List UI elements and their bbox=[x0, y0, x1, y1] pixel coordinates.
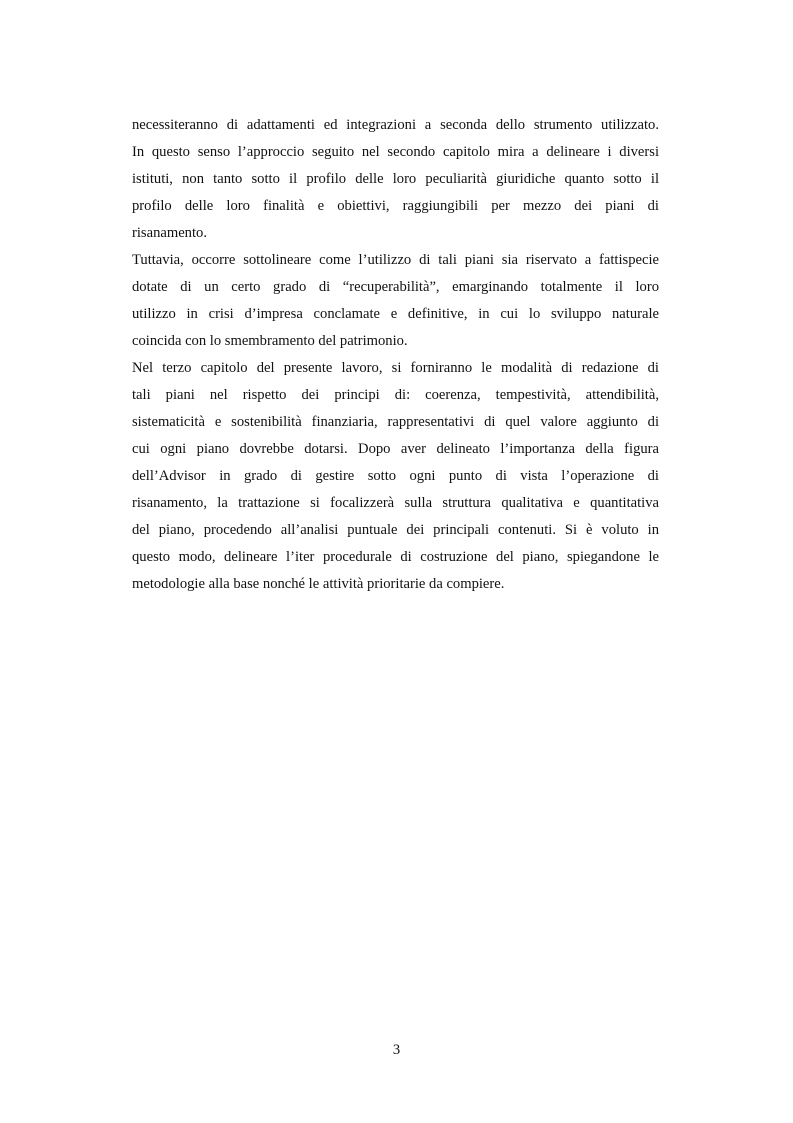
paragraph bbox=[132, 112, 659, 139]
text-line: In questo senso l’approccio seguito nel secondo capitolo mira a delineare i diversi bbox=[132, 144, 659, 160]
text-line: utilizzo in crisi d’impresa conclamate e definitive, in cui lo sviluppo naturale bbox=[132, 306, 659, 322]
paragraph bbox=[132, 247, 659, 355]
text-line: necessiteranno di adattamenti ed integrazioni a seconda dello strumento utilizzato. bbox=[132, 117, 659, 133]
text-line: sistematicità e sostenibilità finanziaria, rappresentativi di quel valore aggiunto di bbox=[132, 414, 659, 430]
text-line: Tuttavia, occorre sottolineare come l’utilizzo di tali piani sia riservato a fattispecie bbox=[132, 252, 659, 268]
body-text bbox=[132, 112, 659, 598]
text-line: tali piani nel rispetto dei principi di: coerenza, tempestività, attendibilità, bbox=[132, 387, 659, 403]
text-line: metodologie alla base nonché le attività prioritarie da compiere. bbox=[132, 576, 505, 592]
text-line: risanamento. bbox=[132, 225, 207, 241]
text-line: Nel terzo capitolo del presente lavoro, si forniranno le modalità di redazione di bbox=[132, 360, 659, 376]
text-line: risanamento, la trattazione si focalizzerà sulla struttura qualitativa e quantitativa bbox=[132, 495, 659, 511]
paragraph bbox=[132, 355, 659, 598]
text-line: del piano, procedendo all’analisi puntuale dei principali contenuti. Si è voluto in bbox=[132, 522, 659, 538]
text-line: cui ogni piano dovrebbe dotarsi. Dopo aver delineato l’importanza della figura bbox=[132, 441, 659, 457]
text-line: questo modo, delineare l’iter procedurale di costruzione del piano, spiegandone le bbox=[132, 549, 659, 565]
text-line: istituti, non tanto sotto il profilo delle loro peculiarità giuridiche quanto sotto il bbox=[132, 171, 659, 187]
page-number: 3 bbox=[392, 1042, 401, 1058]
text-line: dell’Advisor in grado di gestire sotto ogni punto di vista l’operazione di bbox=[132, 468, 659, 484]
text-line: dotate di un certo grado di “recuperabilità”, emarginando totalmente il loro bbox=[132, 279, 659, 295]
text-line: coincida con lo smembramento del patrimonio. bbox=[132, 333, 408, 349]
text-line: profilo delle loro finalità e obiettivi, raggiungibili per mezzo dei piani di bbox=[132, 198, 659, 214]
paragraph bbox=[132, 139, 659, 247]
